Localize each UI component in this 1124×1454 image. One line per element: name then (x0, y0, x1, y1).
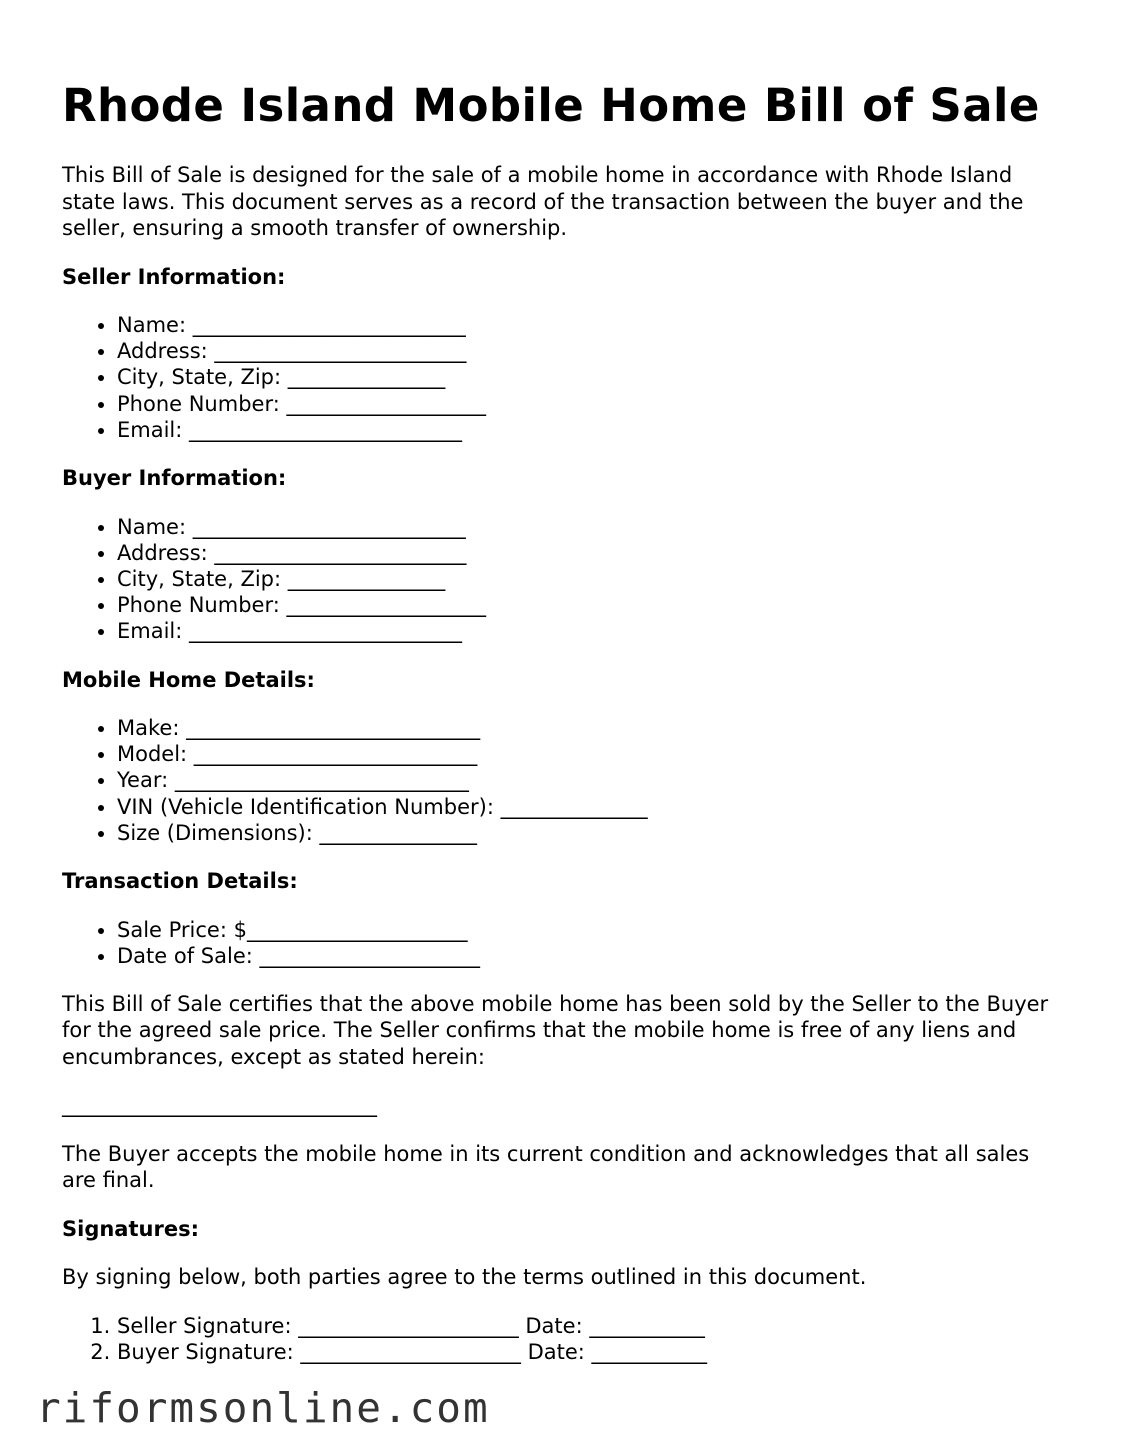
buyer-address-field: • Address: ________________________ (117, 540, 1062, 566)
buyer-name-field: • Name: __________________________ (117, 514, 1062, 540)
year-field: • Year: ____________________________ (117, 767, 1062, 793)
buyer-information-heading: Buyer Information: (62, 466, 287, 491)
seller-city-state-zip-field: • City, State, Zip: _______________ (117, 364, 1062, 390)
seller-signature-line: 1. Seller Signature: _____________________ Date: ___________ (117, 1313, 1062, 1339)
size-field: • Size (Dimensions): _______________ (117, 820, 1062, 846)
buyer-email-field: • Email: __________________________ (117, 618, 1062, 644)
signatures-heading: Signatures: (62, 1216, 199, 1241)
buyer-signature-line: 2. Buyer Signature: _____________________ Date: ___________ (117, 1339, 1062, 1365)
seller-email-field: • Email: __________________________ (117, 417, 1062, 443)
buyer-fields-list (62, 514, 1062, 645)
seller-fields-list (62, 312, 1062, 443)
make-field: • Make: ____________________________ (117, 715, 1062, 741)
model-field: • Model: ___________________________ (117, 741, 1062, 767)
buyer-city-state-zip-field: • City, State, Zip: _______________ (117, 566, 1062, 592)
seller-name-field: • Name: __________________________ (117, 312, 1062, 338)
seller-address-field: • Address: ________________________ (117, 338, 1062, 364)
date-of-sale-field: • Date of Sale: _____________________ (117, 943, 1062, 969)
sale-price-field: • Sale Price: $_____________________ (117, 917, 1062, 943)
intro-paragraph: This Bill of Sale is designed for the sale of a mobile home in accordance with Rhode Island state laws. This document serves as a record of the transaction between the buyer and the seller, ensuring a smooth transfer of ownership. (62, 163, 1024, 240)
signatures-intro: By signing below, both parties agree to the terms outlined in this document. (62, 1265, 867, 1290)
transaction-fields-list (62, 917, 1062, 969)
site-watermark: riformsonline.com (36, 1384, 490, 1432)
document-title: Rhode Island Mobile Home Bill of Sale (62, 79, 1040, 132)
document-page (62, 78, 1062, 1365)
buyer-phone-field: • Phone Number: ___________________ (117, 592, 1062, 618)
exceptions-blank-line: ______________________________ (62, 1093, 377, 1118)
signature-lines-list (62, 1313, 1062, 1365)
mobile-home-fields-list (62, 715, 1062, 846)
seller-phone-field: • Phone Number: ___________________ (117, 391, 1062, 417)
mobile-home-details-heading: Mobile Home Details: (62, 667, 315, 692)
certification-paragraph: This Bill of Sale certifies that the above mobile home has been sold by the Seller to the Buyer for the agreed sale price. The Seller confirms that the mobile home is free of any liens and encumbrances, except as stated herein: (62, 991, 1049, 1069)
seller-information-heading: Seller Information: (62, 264, 286, 289)
acceptance-paragraph: The Buyer accepts the mobile home in its current condition and acknowledges that all sales are final. (62, 1141, 1030, 1193)
vin-field: • VIN (Vehicle Identification Number): ______________ (117, 794, 1062, 820)
transaction-details-heading: Transaction Details: (62, 869, 298, 894)
